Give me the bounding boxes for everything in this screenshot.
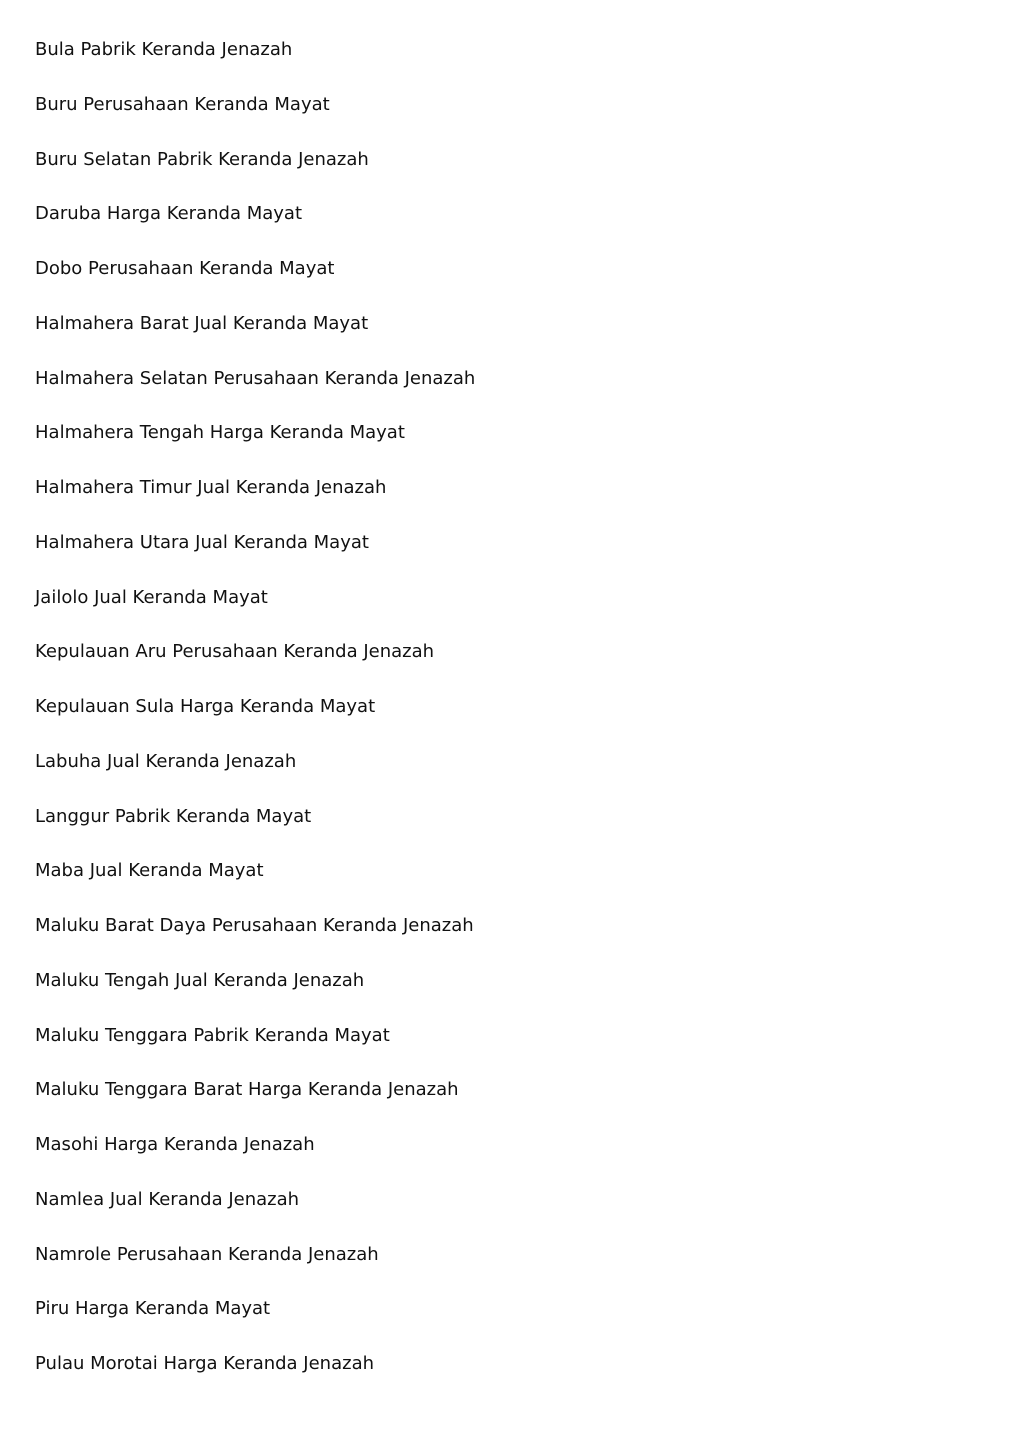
list-item: Buru Perusahaan Keranda Mayat xyxy=(35,93,330,115)
list-item: Maba Jual Keranda Mayat xyxy=(35,860,264,882)
list-item: Labuha Jual Keranda Jenazah xyxy=(35,750,297,772)
list-item: Halmahera Selatan Perusahaan Keranda Jenazah xyxy=(35,367,476,389)
list-item: Maluku Tenggara Pabrik Keranda Mayat xyxy=(35,1024,390,1046)
list-item: Masohi Harga Keranda Jenazah xyxy=(35,1134,315,1155)
list-item: Buru Selatan Pabrik Keranda Jenazah xyxy=(35,148,369,170)
list-item: Langgur Pabrik Keranda Mayat xyxy=(35,805,312,827)
list-item: Maluku Tenggara Barat Harga Keranda Jenazah xyxy=(35,1079,459,1101)
list-item: Daruba Harga Keranda Mayat xyxy=(35,203,303,225)
list-item: Halmahera Tengah Harga Keranda Mayat xyxy=(35,422,405,444)
list-item: Pulau Morotai Harga Keranda Jenazah xyxy=(35,1353,375,1374)
list-item: Dobo Perusahaan Keranda Mayat xyxy=(35,258,335,279)
list-item: Bula Pabrik Keranda Jenazah xyxy=(35,39,293,60)
list-item: Namrole Perusahaan Keranda Jenazah xyxy=(35,1243,379,1265)
list-item: Maluku Barat Daya Perusahaan Keranda Jenazah xyxy=(35,915,474,936)
list-item: Halmahera Timur Jual Keranda Jenazah xyxy=(35,477,387,498)
list-item: Jailolo Jual Keranda Mayat xyxy=(35,586,268,608)
list-item: Halmahera Barat Jual Keranda Mayat xyxy=(35,312,369,334)
list-item: Maluku Tengah Jual Keranda Jenazah xyxy=(35,969,365,991)
list-item: Namlea Jual Keranda Jenazah xyxy=(35,1188,300,1210)
list-item: Piru Harga Keranda Mayat xyxy=(35,1298,271,1320)
location-list xyxy=(35,36,935,1405)
list-item: Kepulauan Aru Perusahaan Keranda Jenazah xyxy=(35,641,435,663)
list-item: Kepulauan Sula Harga Keranda Mayat xyxy=(35,696,376,717)
list-item: Halmahera Utara Jual Keranda Mayat xyxy=(35,531,369,553)
